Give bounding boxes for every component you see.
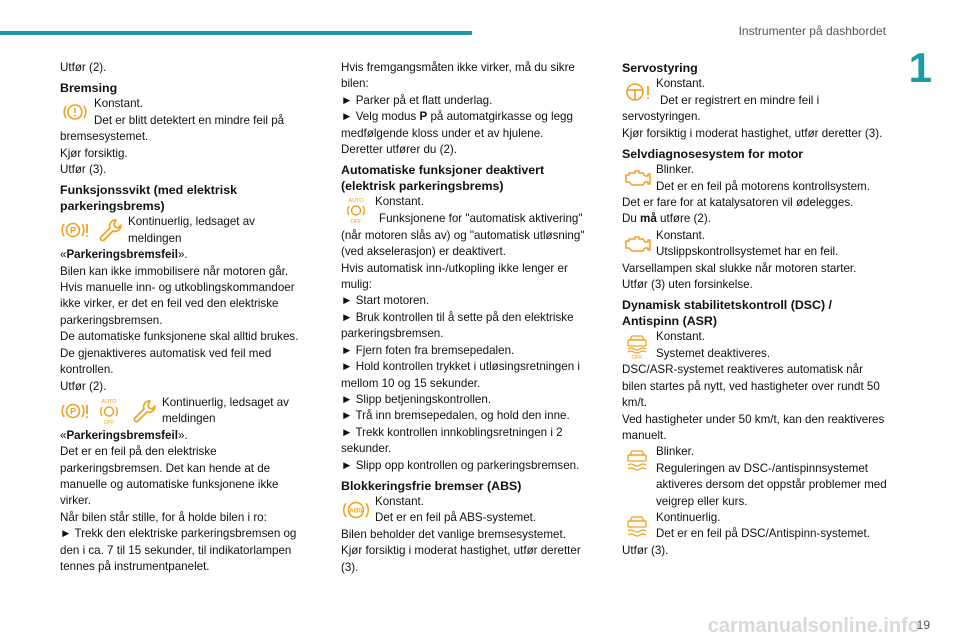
chapter-number: 1 bbox=[908, 44, 932, 91]
bullet-item: ► Trekk den elektriske parkeringsbremsen og den i ca. 7 til 15 sekunder, til indikatorlampen tennes på instrumentpanelet. bbox=[60, 526, 310, 575]
text: bremsesystemet. bbox=[60, 130, 149, 144]
text: Ved hastigheter under 50 km/t, kan den reaktiveres manuelt. bbox=[622, 412, 885, 442]
text: Du bbox=[622, 212, 641, 226]
text: på automatgirkasse og legg medfølgende kloss under et av hjulene. bbox=[341, 110, 573, 140]
dsc-row-1 bbox=[622, 329, 890, 362]
svg-text:OFF: OFF bbox=[350, 219, 362, 226]
auto-off-icon bbox=[341, 195, 371, 225]
text: utføre (2). bbox=[656, 212, 711, 226]
bullet-item: ► Parker på et flatt underlag. bbox=[341, 93, 601, 109]
text: Det er en feil på DSC/Antispinn-systemet. bbox=[656, 527, 870, 541]
abs-row bbox=[341, 494, 601, 527]
text: Konstant. bbox=[94, 97, 143, 111]
text: De gjenaktiveres automatisk ved feil med kontrollen. bbox=[60, 346, 272, 377]
text: Utfør (3). bbox=[60, 163, 107, 177]
dsc-off-icon bbox=[622, 330, 652, 360]
bullet-item: ► Trå inn bremsepedalen, og hold den inne. bbox=[341, 408, 601, 424]
text: « bbox=[60, 248, 67, 262]
bullet-item: ► Hold kontrollen trykket i utløsingsretningen i mellom 10 og 15 sekunder. bbox=[341, 359, 601, 392]
parking-brake-warning-icon bbox=[60, 396, 90, 426]
text: Kontinuerlig. bbox=[656, 510, 721, 524]
svg-text:AUTO: AUTO bbox=[348, 198, 364, 205]
svg-text:P: P bbox=[69, 406, 77, 417]
text: Systemet deaktiveres. bbox=[656, 346, 771, 360]
page-number: 19 bbox=[916, 618, 930, 632]
column-2 bbox=[341, 60, 601, 576]
text: « bbox=[60, 428, 67, 442]
heading-brake: Bremsing bbox=[60, 81, 118, 96]
bullet-item: ► Start motoren. bbox=[341, 293, 601, 309]
gear-mode: P bbox=[419, 110, 428, 124]
brake-warning-icon bbox=[60, 97, 90, 127]
column-1 bbox=[60, 60, 310, 575]
text: Kontinuerlig, ledsaget av meldingen bbox=[162, 395, 289, 426]
svg-text:OFF: OFF bbox=[631, 355, 643, 361]
svg-text:AUTO: AUTO bbox=[101, 398, 117, 405]
steering-wheel-warning-icon bbox=[622, 77, 652, 107]
text: Det er registrert en mindre feil i servostyringen. bbox=[622, 94, 820, 124]
wrench-icon bbox=[128, 396, 158, 426]
emphasis: må bbox=[640, 212, 657, 226]
dsc-icon bbox=[622, 445, 652, 475]
text: Bilen kan ikke immobilisere når motoren går. bbox=[60, 264, 289, 278]
message-name: Parkeringsbremsfeil bbox=[66, 248, 178, 262]
text: Utfør (3) uten forsinkelse. bbox=[622, 278, 753, 292]
text: Konstant. bbox=[375, 494, 424, 508]
text: Kjør forsiktig i moderat hastighet, utfør deretter (3). bbox=[622, 126, 883, 140]
text: ». bbox=[177, 428, 188, 442]
bullet-item: ► Trekk kontrollen innkoblingsretningen i 2 sekunder. bbox=[341, 425, 601, 458]
text: Det er en feil på motorens kontrollsystem. bbox=[656, 179, 870, 193]
text: Det er blitt detektert en mindre feil på bbox=[94, 113, 285, 127]
parking-brake-warning-icon bbox=[60, 215, 90, 245]
text: Kontinuerlig, ledsaget av meldingen bbox=[128, 215, 255, 245]
text: Reguleringen av DSC-/antispinnsystemet aktiveres dersom det oppstår problemer med veigrep eller kurs. bbox=[656, 461, 887, 508]
text: Konstant. bbox=[656, 330, 705, 344]
text: De automatiske funksjonene skal alltid brukes. bbox=[60, 330, 299, 344]
bullet-item: ► Slipp betjeningskontrollen. bbox=[341, 392, 601, 408]
column-3 bbox=[622, 60, 890, 559]
header-accent-bar bbox=[0, 31, 472, 35]
heading-dsc-asr: Dynamisk stabilitetskontroll (DSC) / Antispinn (ASR) bbox=[622, 298, 832, 329]
text: Utfør (2). bbox=[60, 379, 107, 393]
text: Hvis fremgangsmåten ikke virker, må du sikre bilen: bbox=[341, 61, 575, 91]
bullet-item bbox=[341, 109, 601, 142]
message-name: Parkeringsbremsfeil bbox=[66, 428, 178, 442]
text: Kjør forsiktig i moderat hastighet, utfør deretter (3). bbox=[341, 544, 581, 574]
svg-text:OFF: OFF bbox=[103, 419, 115, 426]
text: Det er en feil på ABS-systemet. bbox=[375, 511, 537, 525]
bullet-item: ► Bruk kontrollen til å sette på den elektriske parkeringsbremsen. bbox=[341, 310, 601, 343]
bullet-item: ► Fjern foten fra bremsepedalen. bbox=[341, 343, 601, 359]
text: Varsellampen skal slukke når motoren starter. bbox=[622, 261, 857, 275]
heading-abs: Blokkeringsfrie bremser (ABS) bbox=[341, 478, 522, 493]
section-title: Instrumenter på dashbordet bbox=[738, 24, 886, 38]
heading-engine-diagnostics: Selvdiagnosesystem for motor bbox=[622, 147, 804, 162]
park-row-2 bbox=[60, 395, 310, 428]
abs-icon bbox=[341, 495, 371, 525]
text: Når bilen står stille, for å holde bilen i ro: bbox=[60, 510, 267, 524]
text: Funksjonene for "automatisk aktivering" (når motoren slås av) og "automatisk utløsning" (ved akselerasjon) er deaktivert. bbox=[341, 212, 585, 259]
engine-row-2 bbox=[622, 228, 890, 261]
message-line bbox=[60, 247, 310, 263]
heading-parking-brake: Funksjonssvikt (med elektrisk parkeringsbrems) bbox=[60, 183, 237, 214]
text: Det er fare for at katalysatoren vil ødelegges. bbox=[622, 196, 854, 210]
text: Utslippskontrollsystemet har en feil. bbox=[656, 245, 839, 259]
message-line bbox=[60, 428, 310, 444]
engine-icon bbox=[622, 163, 652, 193]
text: Konstant. bbox=[656, 77, 705, 90]
watermark: carmanualsonline.info bbox=[707, 615, 920, 637]
bullet-item: ► Slipp opp kontrollen og parkeringsbremsen. bbox=[341, 458, 601, 474]
brake-row bbox=[60, 96, 310, 129]
text: Utfør (2). bbox=[60, 61, 107, 74]
svg-text:ABS: ABS bbox=[349, 507, 363, 515]
auto-off-icon bbox=[94, 396, 124, 426]
text: Kjør forsiktig. bbox=[60, 146, 128, 160]
text: Deretter utfører du (2). bbox=[341, 143, 457, 157]
dsc-row-2 bbox=[622, 444, 890, 510]
text: Blinker. bbox=[656, 163, 695, 177]
text: DSC/ASR-systemet reaktiveres automatisk når bilen startes på nytt, ved hastigheter over rundt 50 km/t. bbox=[622, 363, 880, 410]
text: Velg modus bbox=[355, 110, 420, 124]
text: ». bbox=[177, 248, 188, 262]
heading-auto-functions: Automatiske funksjoner deaktivert (elektrisk parkeringsbrems) bbox=[341, 163, 545, 194]
text: Det er en feil på den elektriske parkeringsbremsen. Det kan hende at de manuelle og automatiske funksjonene ikke virker. bbox=[60, 445, 279, 508]
text: Hvis manuelle inn- og utkoblingskommandoer ikke virker, er det en feil ved den elektriske parkeringsbremsen. bbox=[60, 281, 295, 327]
heading-power-steering: Servostyring bbox=[622, 61, 698, 75]
text: Konstant. bbox=[375, 195, 424, 209]
text: Blinker. bbox=[656, 445, 695, 459]
text: Utfør (3). bbox=[622, 543, 669, 557]
text bbox=[622, 211, 890, 227]
engine-row-1 bbox=[622, 162, 890, 195]
text: Bilen beholder det vanlige bremsesystemet. bbox=[341, 527, 566, 541]
text: Konstant. bbox=[656, 228, 705, 242]
wrench-icon bbox=[94, 215, 124, 245]
svg-text:P: P bbox=[69, 225, 77, 236]
dsc-row-3 bbox=[622, 510, 890, 543]
park-row-1 bbox=[60, 214, 310, 247]
text: Hvis automatisk inn-/utkopling ikke lenger er mulig: bbox=[341, 261, 568, 292]
engine-icon bbox=[622, 229, 652, 259]
dsc-icon bbox=[622, 511, 652, 541]
